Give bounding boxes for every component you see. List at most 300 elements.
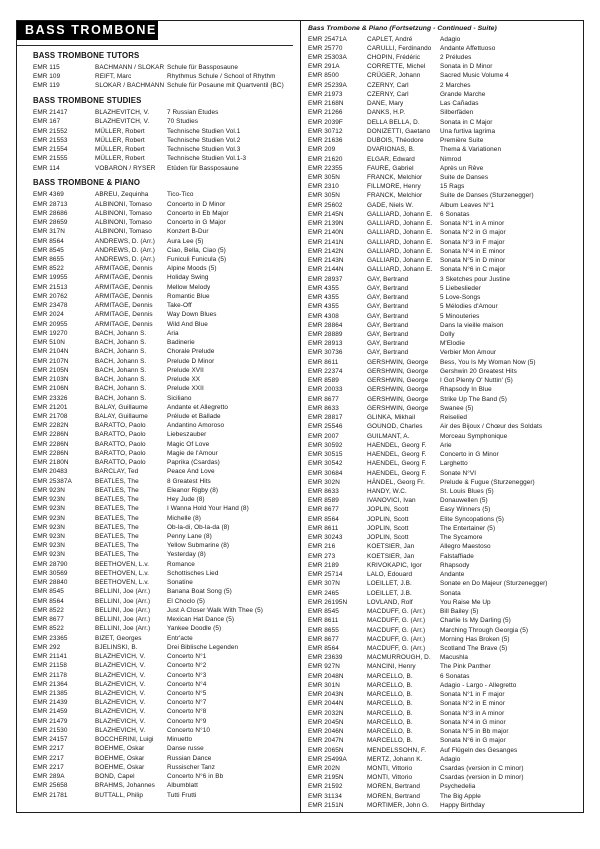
catalog-number: EMR 8564 (308, 644, 339, 652)
work-title: Thema & Variationen (440, 146, 502, 154)
right-column (308, 24, 580, 810)
catalog-number: EMR 28790 (33, 560, 68, 568)
catalog-number: EMR 30736 (308, 349, 343, 357)
work-title: Gershwin 20 Greatest Hits (440, 367, 517, 375)
catalog-row (308, 792, 580, 801)
work-title: Concerto in D Minor (167, 200, 226, 208)
work-title: Csardas (version in C minor) (440, 765, 524, 773)
composer-name: BARCLAY, Ted (95, 468, 139, 476)
composer-name: LOEILLET, J.B. (367, 589, 412, 597)
catalog-number: EMR 2310 (308, 183, 339, 191)
composer-name: GAY, Bertrand (367, 321, 409, 329)
work-title: Paprika (Csardas) (167, 459, 220, 467)
catalog-number: EMR 2105N (33, 366, 69, 374)
catalog-row (33, 347, 296, 356)
work-title: 5 Liebeslieder (440, 284, 481, 292)
composer-name: BIZET, Georges (95, 634, 142, 642)
catalog-number: EMR 19955 (33, 274, 68, 282)
composer-name: BEATLES, The (95, 551, 139, 559)
catalog-number: EMR 30684 (308, 469, 343, 477)
composer-name: MONTI, Vittorio (367, 774, 413, 782)
catalog-row (308, 469, 580, 478)
composer-name: BLAZHEVICH, V. (95, 717, 146, 725)
composer-name: DANKS, H.P. (367, 109, 406, 117)
composer-name: ALBINONI, Tomaso (95, 219, 152, 227)
catalog-row (308, 210, 580, 219)
composer-name: BEATLES, The (95, 523, 139, 531)
catalog-row (308, 662, 580, 671)
catalog-number: EMR 302N (308, 478, 340, 486)
work-title: Sacred Music Volume 4 (440, 72, 509, 80)
work-title: The Pink Panther (440, 663, 491, 671)
composer-name: BOCCHERINI, Luigi (95, 736, 154, 744)
composer-name: BLAZHEVICH, V. (95, 690, 146, 697)
catalog-number: EMR 8564 (33, 237, 64, 245)
catalog-number: EMR 305N (308, 192, 340, 200)
work-title: Swanee (5) (440, 404, 474, 412)
composer-name: CORRETTE, Michel (367, 63, 426, 71)
catalog-row (308, 773, 580, 782)
catalog-row (33, 661, 296, 670)
catalog-row (33, 227, 296, 236)
catalog-row (33, 634, 296, 643)
catalog-row (33, 338, 296, 347)
catalog-number: EMR 21592 (308, 783, 343, 791)
composer-name: DVARIONAS, B. (367, 146, 415, 154)
catalog-number: EMR 21708 (33, 412, 68, 420)
catalog-number: EMR 21554 (33, 146, 68, 154)
catalog-number: EMR 8500 (308, 72, 339, 80)
work-title: Eleanor Rigby (8) (167, 486, 219, 494)
composer-name: GADE, Niels W. (367, 201, 414, 209)
composer-name: GAY, Bertrand (367, 284, 409, 292)
composer-name: MACDUFF, G. (Arr.) (367, 617, 426, 625)
composer-name: GALLIARD, Johann E. (367, 238, 433, 246)
work-title: Sonate N°VI (440, 469, 477, 477)
continuation-header: Bass Trombone & Piano (Fortsetzung - Continued - Suite) (308, 25, 497, 32)
catalog-row (308, 496, 580, 505)
work-title: 2 Marches (440, 81, 471, 89)
work-title: Concerto N°4 (167, 680, 207, 688)
catalog-row (33, 366, 296, 375)
composer-name: GALLIARD, Johann E. (367, 257, 433, 265)
catalog-number: EMR 2141N (308, 238, 344, 246)
composer-name: BEATLES, The (95, 486, 139, 494)
catalog-number: EMR 23639 (308, 654, 343, 662)
catalog-row (308, 635, 580, 644)
catalog-number: EMR 273 (308, 552, 336, 560)
catalog-row (308, 339, 580, 348)
composer-name: BELLINI, Joe (Arr.) (95, 597, 151, 605)
catalog-number: EMR 28817 (308, 414, 343, 422)
catalog-row (308, 727, 580, 736)
work-title: Rhythmus Schule / School of Rhythm (167, 73, 276, 81)
catalog-row (308, 376, 580, 385)
catalog-number: EMR 21513 (33, 283, 68, 291)
catalog-row (308, 589, 580, 598)
catalog-row (308, 35, 580, 44)
composer-name: DONIZETTI, Gaetano (367, 127, 431, 135)
catalog-number: EMR 23478 (33, 302, 68, 310)
work-title: 2 Préludes (440, 53, 472, 61)
work-title: Rhapsody In Blue (440, 386, 492, 394)
catalog-row (33, 458, 296, 467)
catalog-row (33, 477, 296, 486)
catalog-row (308, 238, 580, 247)
work-title: Prelude XVII (167, 366, 204, 374)
composer-name: BUTTALL, Philip (95, 791, 143, 799)
catalog-row (33, 136, 296, 145)
work-title: Concerto in Eb Major (167, 209, 229, 217)
catalog-number: EMR 25499A (308, 755, 347, 763)
composer-name: GALLIARD, Johann E. (367, 247, 433, 255)
work-title: Peace And Love (167, 468, 215, 476)
work-title: Donauwellen (5) (440, 497, 488, 505)
catalog-row (308, 44, 580, 53)
work-title: Adagio (440, 35, 461, 43)
catalog-row (308, 478, 580, 487)
catalog-row (33, 246, 296, 255)
catalog-number: EMR 8611 (308, 617, 339, 625)
catalog-number: EMR 28840 (33, 579, 68, 587)
composer-name: BEETHOVEN, L.v. (95, 560, 149, 568)
work-title: Mexican Hat Dance (5) (167, 616, 235, 624)
composer-name: ALBINONI, Tomaso (95, 200, 152, 208)
catalog-number: EMR 216 (308, 543, 336, 551)
catalog-row (308, 505, 580, 514)
catalog-row (308, 736, 580, 745)
composer-name: CZERNY, Carl (367, 81, 409, 89)
catalog-row (308, 228, 580, 237)
catalog-row (33, 680, 296, 689)
catalog-row (308, 219, 580, 228)
composer-name: HAENDEL, Georg F. (367, 451, 427, 459)
work-title: Technische Studien Vol.1-3 (167, 155, 247, 163)
composer-name: JOPLIN, Scott (367, 506, 409, 514)
work-title: Dans la vieille maison (440, 321, 504, 329)
catalog-row (33, 357, 296, 366)
catalog-row (33, 791, 296, 800)
composer-name: BARATTO, Paolo (95, 431, 146, 439)
composer-name: LOEILLET, J.B. (367, 580, 412, 588)
catalog-row (33, 569, 296, 578)
catalog-number: EMR 20033 (308, 386, 343, 394)
work-title: Penny Lane (8) (167, 533, 212, 541)
catalog-number: EMR 2189 (308, 561, 339, 569)
catalog-number: EMR 2039F (308, 118, 343, 126)
composer-name: GERSHWIN, George (367, 367, 429, 375)
work-title: Grande Marche (440, 90, 486, 98)
composer-name: MÜLLER, Robert (95, 136, 145, 144)
composer-name: GERSHWIN, George (367, 386, 429, 394)
catalog-number: EMR 8522 (33, 606, 64, 614)
catalog-row (33, 615, 296, 624)
composer-name: GALLIARD, Johann E. (367, 210, 433, 218)
catalog-row (33, 541, 296, 550)
work-title: Technische Studien Vol.1 (167, 127, 241, 135)
work-title: Macushla (440, 654, 468, 662)
composer-name: BOEHME, Oskar (95, 745, 145, 753)
work-title: Concerto N°6 in Bb (167, 773, 224, 781)
composer-name: KOETSIER, Jan (367, 543, 415, 551)
catalog-number: EMR 30542 (308, 460, 343, 468)
catalog-number: EMR 20762 (33, 292, 68, 300)
composer-name: IVANOVICI, Ivan (367, 497, 416, 505)
composer-name: ELGAR, Edward (367, 155, 415, 163)
work-title: Badinerie (167, 339, 195, 347)
catalog-row (33, 164, 296, 173)
catalog-row (33, 495, 296, 504)
composer-name: HÄNDEL, Georg Fr. (367, 478, 425, 486)
work-title: Funiculi Funicula (5) (167, 255, 227, 263)
composer-name: BELLINI, Joe (Arr.) (95, 606, 151, 614)
catalog-number: EMR 202N (308, 765, 340, 773)
composer-name: LALO, Edouard (367, 571, 413, 579)
catalog-number: EMR 2217 (33, 745, 64, 753)
catalog-number: EMR 2465 (308, 589, 339, 597)
catalog-number: EMR 167 (33, 118, 61, 126)
catalog-number: EMR 28713 (33, 200, 68, 208)
catalog-row (33, 449, 296, 458)
catalog-number: EMR 8522 (33, 265, 64, 273)
composer-name: BEETHOVEN, L.v. (95, 579, 149, 587)
catalog-row (308, 395, 580, 404)
catalog-row (308, 182, 580, 191)
composer-name: DANE, Mary (367, 100, 404, 108)
composer-name: SLOKAR / BACHMANN (95, 82, 165, 90)
catalog-number: EMR 8677 (308, 506, 339, 514)
catalog-number: EMR 21479 (33, 717, 68, 725)
composer-name: BACH, Johann S. (95, 339, 147, 347)
catalog-number: EMR 923N (33, 533, 65, 541)
catalog-row (308, 164, 580, 173)
work-title: Verbier Mon Amour (440, 349, 497, 357)
composer-name: BLAZHEVICH, V. (95, 662, 146, 670)
catalog-number: EMR 2007 (308, 432, 339, 440)
catalog-number: EMR 28889 (308, 331, 343, 338)
catalog-row (33, 412, 296, 421)
work-title: Psychedelia (440, 783, 476, 791)
catalog-number: EMR 2195N (308, 774, 344, 782)
work-title: 6 Sonatas (440, 210, 470, 218)
work-title: Las Cañadas (440, 100, 479, 108)
work-title: Morceau Symphonique (440, 432, 508, 440)
catalog-row (33, 127, 296, 136)
catalog-row (308, 422, 580, 431)
work-title: Aria (167, 329, 179, 337)
composer-name: MERTZ, Johann K. (367, 755, 423, 763)
catalog-row (308, 71, 580, 80)
catalog-number: EMR 8564 (308, 515, 339, 523)
catalog-row (33, 763, 296, 772)
work-title: Andante et Allegretto (167, 403, 229, 411)
composer-name: KOETSIER, Jan (367, 552, 415, 560)
work-title: Concerto N°2 (167, 662, 207, 670)
section-title: BASS TROMBONE TUTORS (33, 51, 140, 60)
catalog-row (308, 801, 580, 810)
catalog-row (308, 367, 580, 376)
catalog-number: EMR 2286N (33, 449, 69, 457)
composer-name: MARCELLO, B. (367, 700, 413, 708)
catalog-row (33, 550, 296, 559)
composer-name: BACH, Johann S. (95, 329, 147, 337)
catalog-row (308, 155, 580, 164)
catalog-number: EMR 19270 (33, 329, 68, 337)
catalog-row (33, 283, 296, 292)
work-title: M'Elodie (440, 340, 465, 348)
composer-name: MARCELLO, B. (367, 737, 413, 745)
composer-name: DELLA BELLA, D. (367, 118, 420, 126)
catalog-row (308, 570, 580, 579)
work-title: Just A Closer Walk With Thee (5) (167, 606, 263, 614)
work-title: Suite de Danses (440, 174, 489, 182)
work-title: Sonata N°3 in A minor (440, 709, 505, 717)
catalog-row (33, 218, 296, 227)
page-title: BASS TROMBONE (25, 23, 157, 38)
work-title: Prélude et Ballade (167, 412, 221, 420)
catalog-row (308, 616, 580, 625)
composer-name: ARMITAGE, Dennis (95, 265, 153, 273)
catalog-row (33, 624, 296, 633)
catalog-number: EMR 28937 (308, 275, 343, 283)
catalog-row (33, 440, 296, 449)
catalog-row (308, 348, 580, 357)
catalog-number: EMR 2044N (308, 700, 344, 708)
composer-name: CARULLI, Ferdinando (367, 44, 432, 52)
catalog-number: EMR 927N (308, 663, 340, 671)
catalog-number: EMR 2140N (308, 229, 344, 237)
work-title: Falstaffiade (440, 552, 474, 560)
catalog-row (308, 746, 580, 755)
catalog-row (308, 626, 580, 635)
catalog-row (33, 560, 296, 569)
composer-name: MÜLLER, Robert (95, 155, 145, 163)
catalog-row (33, 781, 296, 790)
work-title: Yankee Doodle (5) (167, 625, 222, 633)
catalog-row (33, 707, 296, 716)
catalog-row (308, 524, 580, 533)
catalog-number: EMR 291A (308, 63, 340, 71)
composer-name: GOUNOD, Charles (367, 423, 423, 431)
catalog-row (33, 200, 296, 209)
catalog-number: EMR 2142N (308, 247, 344, 255)
catalog-number: EMR 301N (308, 681, 340, 689)
catalog-row (308, 432, 580, 441)
composer-name: BOEHME, Oskar (95, 763, 145, 771)
work-title: Etüden für Bassposaune (167, 164, 239, 172)
catalog-number: EMR 292 (33, 643, 61, 651)
catalog-number: EMR 20955 (33, 320, 68, 328)
composer-name: ANDREWS, D. (Arr.) (95, 237, 156, 245)
work-title: 6 Sonatas (440, 672, 470, 680)
composer-name: HAENDEL, Georg F. (367, 469, 427, 477)
composer-name: GAY, Bertrand (367, 331, 409, 338)
section-title: BASS TROMBONE & PIANO (33, 178, 141, 188)
work-title: Romance (167, 560, 195, 568)
catalog-row (33, 754, 296, 763)
catalog-number: EMR 2106N (33, 385, 69, 393)
work-title: Album Leaves N°1 (440, 201, 495, 209)
composer-name: MANCINI, Henry (367, 663, 416, 671)
catalog-row (308, 275, 580, 284)
catalog-row (33, 698, 296, 707)
catalog-row (308, 330, 580, 339)
work-title: Prelude XXII (167, 385, 204, 393)
work-title: Sonata N°1 in F major (440, 691, 505, 699)
catalog-row (33, 514, 296, 523)
work-title: Chorale Prelude (167, 348, 215, 356)
composer-name: BARATTO, Paolo (95, 459, 146, 467)
work-title: Concerto N°10 (167, 726, 211, 734)
catalog-number: EMR 26195N (308, 598, 348, 606)
catalog-row (33, 486, 296, 495)
catalog-number: EMR 923N (33, 505, 65, 513)
catalog-number: EMR 4355 (308, 303, 339, 311)
composer-name: GUILMANT, A. (367, 432, 410, 440)
catalog-row (308, 201, 580, 210)
work-title: Magie de l'Amour (167, 449, 218, 457)
catalog-number: EMR 28659 (33, 219, 68, 227)
work-title: Sonata N°4 in G minor (440, 718, 506, 726)
catalog-number: EMR 25546 (308, 423, 343, 431)
work-title: Albumblatt (167, 782, 198, 790)
catalog-row (308, 62, 580, 71)
catalog-number: EMR 2043N (308, 691, 344, 699)
catalog-row (308, 385, 580, 394)
work-title: Banana Boat Song (5) (167, 588, 232, 596)
catalog-row (33, 467, 296, 476)
catalog-row (308, 99, 580, 108)
work-title: 70 Studies (167, 118, 198, 126)
work-title: Concerto in G Minor (440, 451, 499, 459)
composer-name: BACH, Johann S. (95, 366, 147, 374)
work-title: Csardas (version in D minor) (440, 774, 524, 782)
work-title: Technische Studien Vol.3 (167, 146, 241, 154)
composer-name: HANDY, W.C. (367, 487, 407, 495)
catalog-number: EMR 923N (33, 514, 65, 522)
catalog-number: EMR 30243 (308, 534, 343, 542)
catalog-row (33, 117, 296, 126)
catalog-number: EMR 2286N (33, 431, 69, 439)
catalog-number: EMR 2217 (33, 763, 64, 771)
work-title: Siciliano (167, 394, 192, 402)
catalog-row (33, 652, 296, 661)
catalog-number: EMR 8611 (308, 358, 339, 366)
catalog-row (308, 413, 580, 422)
composer-name: GALLIARD, Johann E. (367, 266, 433, 274)
catalog-number: EMR 21973 (308, 90, 343, 98)
work-title: Larghetto (440, 460, 468, 468)
catalog-row (33, 320, 296, 329)
composer-name: BELLINI, Joe (Arr.) (95, 625, 151, 633)
catalog-row (308, 459, 580, 468)
catalog-row (33, 237, 296, 246)
catalog-row (33, 190, 296, 199)
catalog-row (33, 671, 296, 680)
work-title: Happy Birthday (440, 801, 485, 809)
catalog-number: EMR 307N (308, 580, 340, 588)
catalog-row (33, 72, 296, 81)
work-title: Andante Affettuoso (440, 44, 496, 52)
work-title: Yellow Submarine (8) (167, 542, 230, 550)
composer-name: BARATTO, Paolo (95, 449, 146, 457)
composer-name: KRIVOKAPIC, Igor (367, 561, 422, 569)
composer-name: BLAZHEVICH, V. (95, 671, 146, 679)
work-title: Prelude XX (167, 376, 201, 384)
composer-name: GAY, Bertrand (367, 312, 409, 320)
composer-name: BACH, Johann S. (95, 385, 147, 393)
work-title: Technische Studien Vol.2 (167, 136, 241, 144)
